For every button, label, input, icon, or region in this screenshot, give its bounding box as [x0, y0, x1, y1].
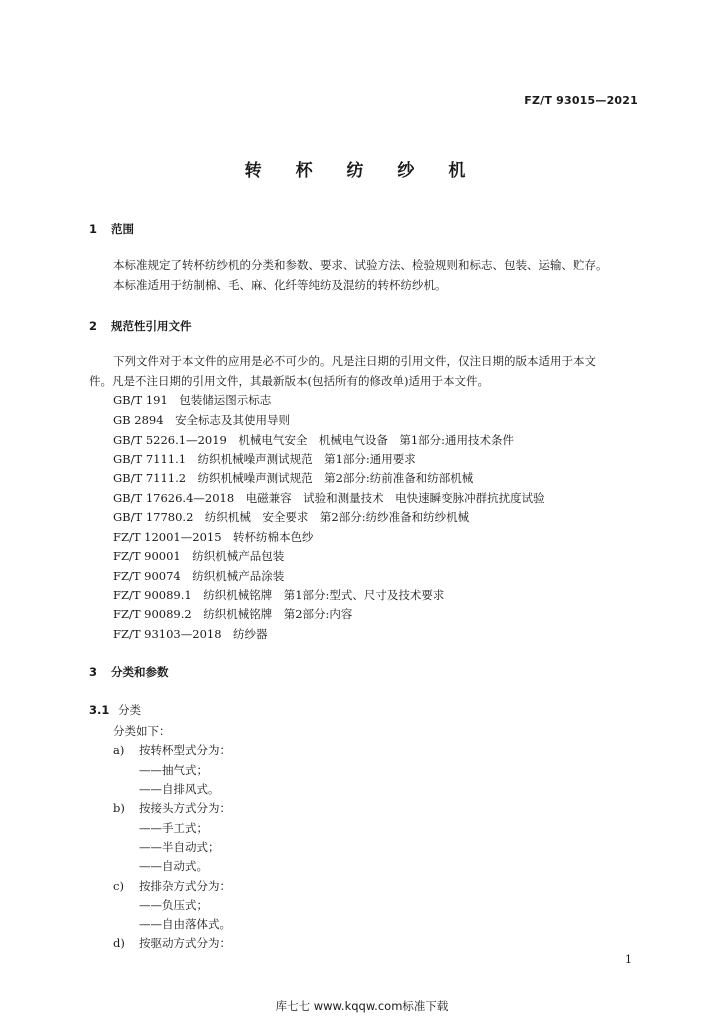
- reference-title: 安全标志及其使用导则: [175, 413, 291, 427]
- reference-item: [113, 606, 352, 622]
- reference-title: 机械电气安全 机械电气设备 第1部分:通用技术条件: [238, 433, 515, 447]
- paragraph: 本标准规定了转杯纺纱机的分类和参数、要求、试验方法、检验规则和标志、包装、运输、贮存。: [113, 258, 608, 272]
- subsection-title: 分类: [118, 703, 141, 717]
- sub-item: ——自排风式。: [139, 782, 220, 796]
- reference-item: [113, 568, 284, 584]
- reference-title: 纺纱器: [233, 627, 268, 641]
- section-1-heading: [89, 221, 134, 237]
- sub-item: ——半自动式；: [139, 840, 220, 854]
- reference-item: [113, 451, 416, 467]
- reference-code: FZ/T 90089.2: [113, 607, 192, 621]
- reference-code: GB/T 7111.2: [113, 471, 187, 485]
- sub-item: ——自动式。: [139, 859, 208, 873]
- section-number: 1: [89, 222, 98, 236]
- reference-code: GB 2894: [113, 413, 164, 427]
- list-item: [113, 935, 231, 951]
- reference-title: 纺织机械产品涂装: [192, 569, 285, 583]
- reference-item: [113, 626, 268, 642]
- reference-title: 纺织机械铭牌 第2部分:内容: [203, 607, 353, 621]
- reference-item: [113, 529, 314, 545]
- list-text: 按接头方式分为：: [139, 801, 231, 815]
- sub-item: ——自由落体式。: [139, 917, 231, 931]
- subsection-number: 3.1: [89, 703, 110, 717]
- list-text: 按排杂方式分为：: [139, 879, 231, 893]
- reference-code: FZ/T 93103—2018: [113, 627, 222, 641]
- reference-title: 电磁兼容 试验和测量技术 电快速瞬变脉冲群抗扰度试验: [245, 491, 545, 505]
- section-number: 2: [89, 319, 98, 333]
- section-2-heading: [89, 318, 192, 334]
- list-item: [113, 878, 231, 894]
- reference-code: FZ/T 90074: [113, 569, 181, 583]
- section-3-heading: [89, 664, 169, 680]
- section-title: 分类和参数: [111, 665, 169, 679]
- section-title: 范围: [111, 222, 134, 236]
- section-title: 规范性引用文件: [111, 319, 192, 333]
- reference-item: [113, 432, 514, 448]
- standard-number: FZ/T 93015—2021: [524, 94, 638, 107]
- reference-title: 纺织机械产品包装: [192, 549, 285, 563]
- reference-title: 纺织机械噪声测试规范 第2部分:纺前准备和纺部机械: [197, 471, 474, 485]
- reference-code: FZ/T 90089.1: [113, 588, 192, 602]
- reference-code: FZ/T 90001: [113, 549, 181, 563]
- list-item: [113, 800, 231, 816]
- reference-code: GB/T 191: [113, 393, 168, 407]
- subsection-3-1-heading: [89, 702, 141, 718]
- reference-item: [113, 509, 469, 525]
- list-text: 按驱动方式分为：: [139, 936, 231, 950]
- reference-code: GB/T 17626.4—2018: [113, 491, 235, 505]
- paragraph: 下列文件对于本文件的应用是必不可少的。凡是注日期的引用文件，仅注日期的版本适用于本文: [113, 354, 596, 368]
- list-item: [113, 742, 231, 758]
- reference-item: [113, 490, 545, 506]
- reference-code: GB/T 7111.1: [113, 452, 187, 466]
- paragraph: 件。凡是不注日期的引用文件，其最新版本(包括所有的修改单)适用于本文件。: [89, 374, 489, 388]
- page-number: 1: [625, 953, 632, 966]
- list-label: d): [113, 936, 125, 950]
- reference-code: GB/T 17780.2: [113, 510, 194, 524]
- reference-title: 纺织机械铭牌 第1部分:型式、尺寸及技术要求: [203, 588, 445, 602]
- reference-code: GB/T 5226.1—2019: [113, 433, 227, 447]
- reference-title: 纺织机械噪声测试规范 第1部分:通用要求: [197, 452, 416, 466]
- paragraph: 分类如下：: [113, 724, 171, 738]
- list-text: 按转杯型式分为：: [139, 743, 231, 757]
- reference-code: FZ/T 12001—2015: [113, 530, 222, 544]
- list-label: c): [113, 879, 124, 893]
- document-title: 转 杯 纺 纱 机: [244, 161, 480, 181]
- reference-title: 包装储运图示标志: [179, 393, 272, 407]
- sub-item: ——抽气式；: [139, 763, 208, 777]
- list-label: a): [113, 743, 125, 757]
- sub-item: ——负压式；: [139, 898, 208, 912]
- list-label: b): [113, 801, 125, 815]
- paragraph: 本标准适用于纺制棉、毛、麻、化纤等纯纺及混纺的转杯纺纱机。: [113, 278, 447, 292]
- reference-item: [113, 392, 271, 408]
- section-number: 3: [89, 665, 98, 679]
- reference-item: [113, 470, 473, 486]
- reference-item: [113, 587, 444, 603]
- reference-title: 转杯纺棉本色纱: [233, 530, 314, 544]
- reference-title: 纺织机械 安全要求 第2部分:纺纱准备和纺纱机械: [204, 510, 470, 524]
- reference-item: [113, 548, 284, 564]
- reference-item: [113, 412, 290, 428]
- sub-item: ——手工式；: [139, 821, 208, 835]
- footer-watermark: 库七七 www.kqqw.com标准下载: [275, 999, 449, 1013]
